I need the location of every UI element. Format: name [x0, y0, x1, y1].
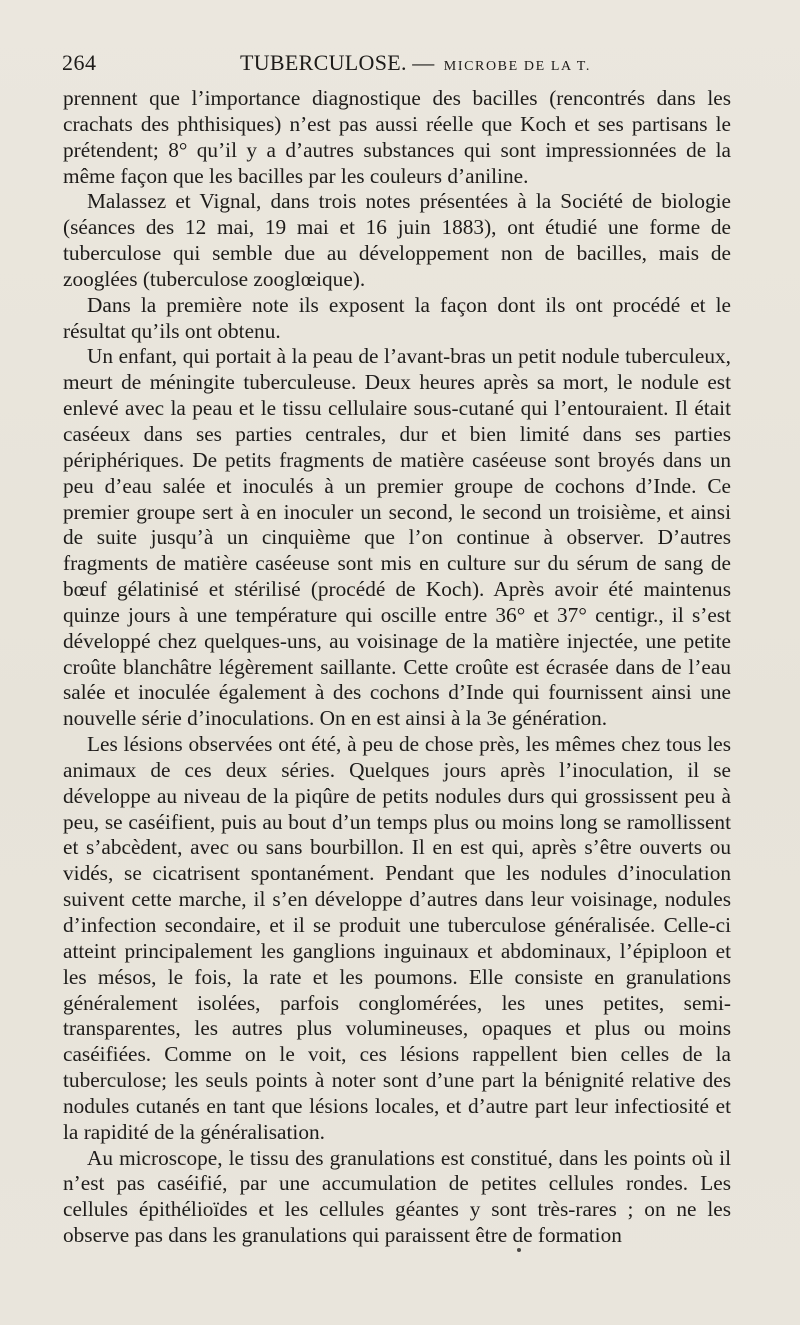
running-head	[240, 50, 591, 76]
running-head-title: TUBERCULOSE.	[240, 50, 407, 75]
body-text	[63, 86, 731, 1249]
paragraph-malassez-vignal: Malassez et Vignal, dans trois notes présentées à la Société de biologie (séances des 12 mai, 19 mai et 16 juin 1883), ont étudié une forme de tuberculose qui semble due au développement non de bacilles, mais de zooglées (tuberculose zooglœique).	[63, 189, 731, 291]
paragraph-continuation: prennent que l’importance diagnostique des bacilles (rencontrés dans les crachats des phthisiques) n’est pas aussi réelle que Koch et ses partisans le prétendent; 8° qu’il y a d’autres substances qui sont impressionnées de la même façon que les bacilles par les couleurs d’aniline.	[63, 86, 731, 188]
paragraph-child-case: Un enfant, qui portait à la peau de l’avant-bras un petit nodule tuberculeux, meurt de méningite tuberculeuse. Deux heures après sa mort, le nodule est enlevé avec la peau et le tissu cellulaire sous-cutané qui l’entouraient. Il était caséeux dans ses parties centrales, dur et bien limité dans ses parties périphériques. De petits fragments de matière caséeuse sont broyés dans un peu d’eau salée et inoculés à un premier groupe de cochons d’Inde. Ce premier groupe sert à en inoculer un second, le second un troisième, et ainsi de suite jusqu’à un cinquième que l’on continue à observer. D’autres fragments de matière caséeuse sont mis en culture sur du sérum de sang de bœuf gélatinisé et stérilisé (procédé de Koch). Après avoir été maintenus quinze jours à une température qui oscille entre 36° et 37° centigr., il s’est développé chez quelques-uns, au voisinage de la matière injectée, une petite croûte blanchâtre légèrement saillante. Cette croûte est écrasée dans de l’eau salée et inoculée également à des cochons d’Inde qui fournissent ainsi une nouvelle série d’inoculations. On en est ainsi à la 3e génération.	[63, 344, 731, 731]
running-head-dash: —	[412, 50, 435, 75]
page-header	[62, 50, 738, 80]
paragraph-microscope: Au microscope, le tissu des granulations est constitué, dans les points où il n’est pas caséifié, par une accumulation de petites cellules rondes. Les cellules épithélioïdes et les cellules géantes y sont très-rares ; on ne les observe pas dans les granulations qui paraissent être de formation	[63, 1145, 731, 1248]
ink-speck	[517, 1248, 521, 1252]
page-number: 264	[62, 50, 97, 75]
paragraph-lesions: Les lésions observées ont été, à peu de chose près, les mêmes chez tous les animaux de ces deux séries. Quelques jours après l’inoculation, il se développe au niveau de la piqûre de petits nodules durs qui grossissent peu à peu, se caséifient, puis au bout d’un temps plus ou moins long se ramollissent et s’abcèdent, avec ou sans bourbillon. Il en est qui, après s’être ouverts ou vidés, se cicatrisent spontanément. Pendant que les nodules d’inoculation suivent cette marche, il s’en développe d’autres dans leur voisinage, nodules d’infection secondaire, et il se produit une tuberculose généralisée. Celle-ci atteint principalement les ganglions inguinaux et abdominaux, l’épiploon et les mésos, le fois, la rate et les poumons. Elle consiste en granulations généralement isolées, parfois conglomérées, les unes petites, semi-transparentes, les autres plus volumineuses, opaques et plus ou moins caséifiées. Comme on le voit, ces lésions rappellent bien celles de la tuberculose; les seuls points à noter sont d’une part la bénignité relative des nodules cutanés en tant que lésions locales, et d’autre part leur infectiosité et la rapidité de la généralisation.	[63, 732, 731, 1144]
running-head-subtitle: MICROBE DE LA T.	[443, 59, 591, 74]
paragraph-first-note: Dans la première note ils exposent la façon dont ils ont procédé et le résultat qu’ils ont obtenu.	[63, 292, 731, 343]
